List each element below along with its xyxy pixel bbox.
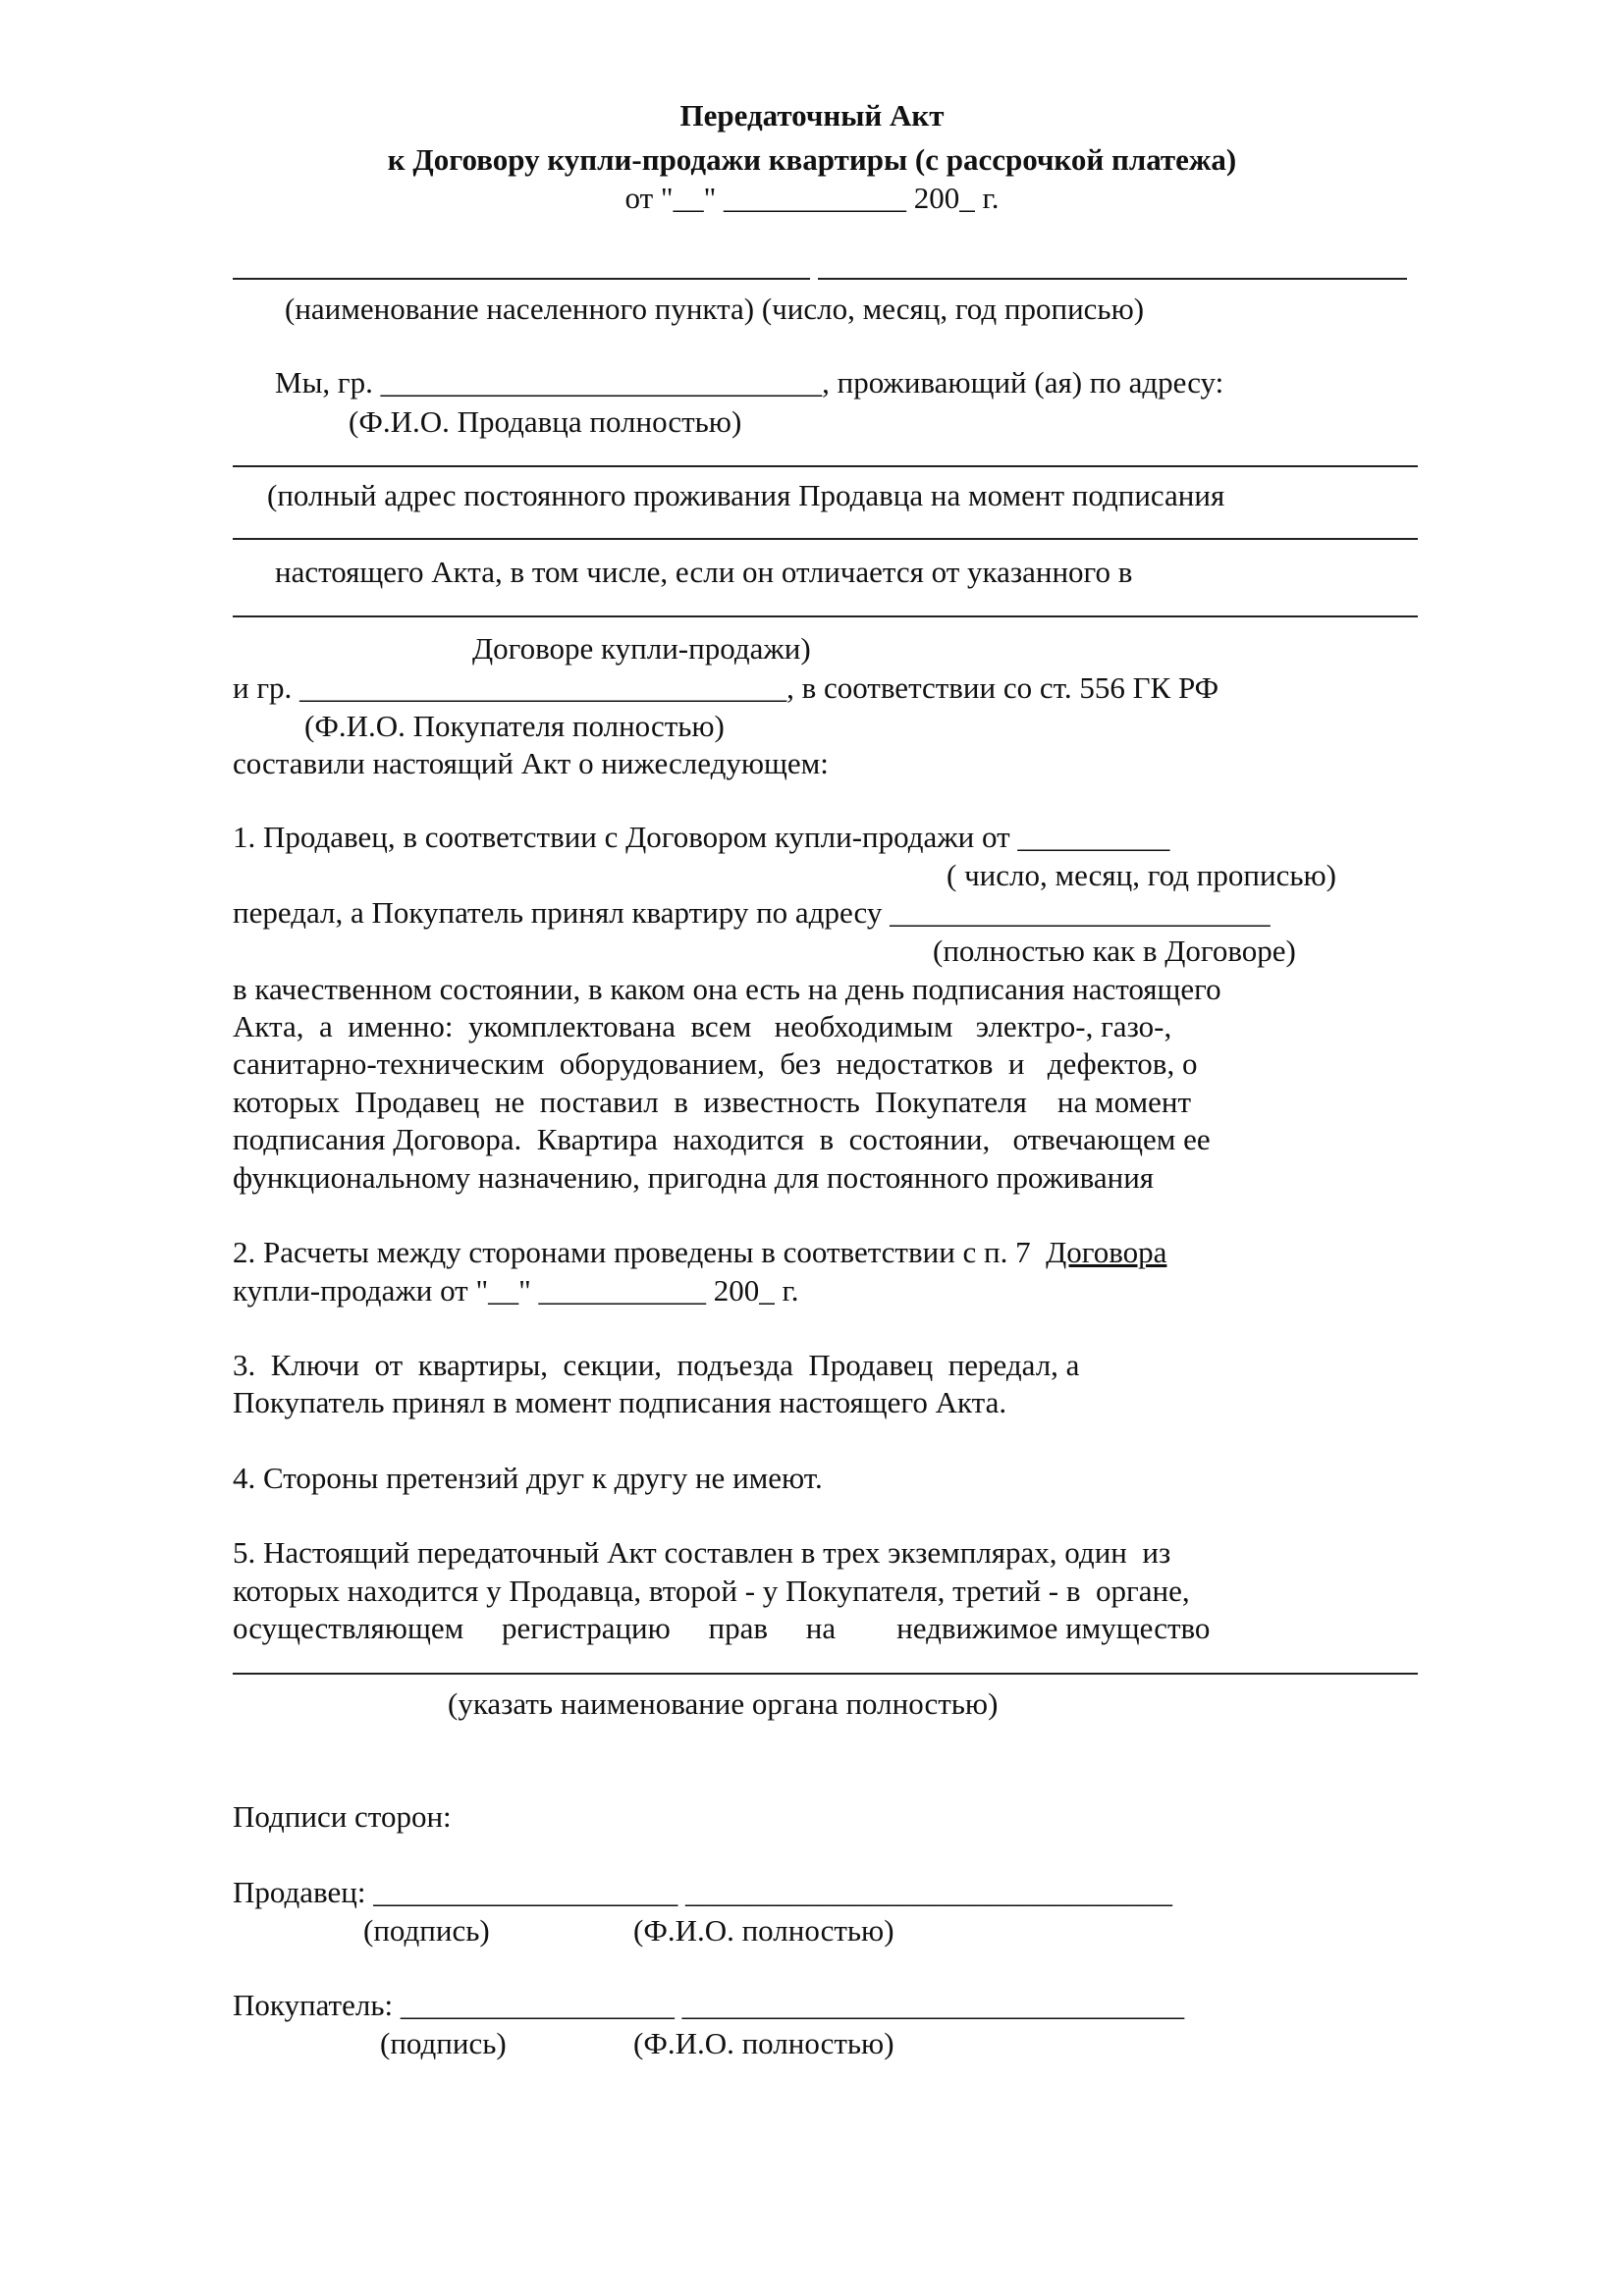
seller-name-caption: (Ф.И.О. Продавца полностью) <box>349 404 742 439</box>
clause-1-line-2: передал, а Покупатель принял квартиру по адресу _________________________ <box>233 895 1271 930</box>
clause-3-line-1: 3. Ключи от квартиры, секции, подъезда Продавец передал, а <box>233 1348 1080 1382</box>
clause-3-line-2: Покупатель принял в момент подписания настоящего Акта. <box>233 1385 1007 1419</box>
seller-address-caption-2: настоящего Акта, в том числе, если он отличается от указанного в <box>275 555 1133 589</box>
clause-1-body-2: Акта, а именно: укомплектована всем необходимым электро-, газо-, <box>233 1009 1172 1043</box>
buyer-tail: , в соответствии со ст. 556 ГК РФ <box>786 670 1219 705</box>
buyer-sign-caption: (подпись) <box>380 2026 507 2060</box>
seller-signature-label: Продавец: <box>233 1875 374 1909</box>
clause-2-text: 2. Расчеты между сторонами проведены в соответствии с п. 7 <box>233 1235 1047 1269</box>
place-blank-line[interactable] <box>233 278 810 280</box>
seller-name-fio-caption: (Ф.И.О. полностью) <box>633 1913 894 1948</box>
contract-link[interactable]: Договора <box>1046 1235 1167 1269</box>
seller-address-blank-2[interactable] <box>233 538 1418 540</box>
seller-tail: , проживающий (ая) по адресу: <box>822 365 1224 400</box>
date-words-blank-line[interactable] <box>818 278 1407 280</box>
clause-1-body-5: подписания Договора. Квартира находится в состоянии, отвечающем ее <box>233 1122 1211 1156</box>
clause-4-line-1: 4. Стороны претензий друг к другу не имеют. <box>233 1461 823 1495</box>
buyer-name-caption: (Ф.И.О. Покупателя полностью) <box>304 709 725 743</box>
document-subtitle: к Договору купли-продажи квартиры (с рассрочкой платежа) <box>387 142 1237 177</box>
clause-5-line-3: осуществляющем регистрацию прав на недвижимое имущество <box>233 1611 1211 1645</box>
registration-authority-blank[interactable] <box>233 1673 1418 1675</box>
clause-1-address-caption: (полностью как в Договоре) <box>933 934 1296 968</box>
buyer-name-blank[interactable]: ________________________________ <box>299 670 787 705</box>
clause-1-body-1: в качественном состоянии, в каком она есть на день подписания настоящего <box>233 972 1221 1006</box>
buyer-line <box>233 670 1218 706</box>
act-intro: составили настоящий Акт о нижеследующем: <box>233 746 829 780</box>
clause-1-date-caption: ( число, месяц, год прописью) <box>947 858 1336 892</box>
seller-address-blank-1[interactable] <box>233 465 1418 467</box>
clause-1-body-4: которых Продавец не поставил в известность Покупателя на момент <box>233 1085 1192 1119</box>
buyer-signature-line <box>233 1988 1184 2023</box>
clause-1-body-6: функциональному назначению, пригодна для постоянного проживания <box>233 1160 1155 1195</box>
seller-signature-blanks[interactable]: ____________________ ________________________________ <box>373 1875 1172 1909</box>
buyer-lead: и гр. <box>233 670 300 705</box>
buyer-signature-label: Покупатель: <box>233 1988 401 2022</box>
registration-authority-caption: (указать наименование органа полностью) <box>448 1686 999 1721</box>
seller-name-blank[interactable]: _____________________________ <box>380 365 823 400</box>
clause-1-line-1: 1. Продавец, в соответствии с Договором купли-продажи от __________ <box>233 820 1170 854</box>
seller-address-caption-3: Договоре купли-продажи) <box>472 631 811 666</box>
seller-signature-line <box>233 1875 1172 1910</box>
clause-1-body-3: санитарно-техническим оборудованием, без недостатков и дефектов, о <box>233 1046 1198 1081</box>
signatures-heading: Подписи сторон: <box>233 1799 452 1834</box>
clause-5-line-2: которых находится у Продавца, второй - у Покупателя, третий - в органе, <box>233 1574 1190 1608</box>
buyer-name-fio-caption: (Ф.И.О. полностью) <box>633 2026 894 2060</box>
clause-2-line-2: купли-продажи от "__" ___________ 200_ г. <box>233 1273 799 1308</box>
buyer-signature-blanks[interactable]: __________________ _________________________________ <box>400 1988 1185 2022</box>
seller-sign-caption: (подпись) <box>363 1913 490 1948</box>
seller-address-blank-3[interactable] <box>233 615 1418 617</box>
clause-5-line-1: 5. Настоящий передаточный Акт составлен в трех экземплярах, один из <box>233 1535 1171 1570</box>
document-date-line: от "__" ____________ 200_ г. <box>624 181 1000 215</box>
document-title: Передаточный Акт <box>679 98 945 133</box>
seller-address-caption-1: (полный адрес постоянного проживания Продавца на момент подписания <box>267 478 1225 512</box>
clause-2-line-1 <box>233 1235 1166 1270</box>
place-date-caption: (наименование населенного пункта) (число, месяц, год прописью) <box>285 292 1145 326</box>
seller-lead: Мы, гр. <box>275 365 381 400</box>
seller-line <box>275 365 1223 400</box>
